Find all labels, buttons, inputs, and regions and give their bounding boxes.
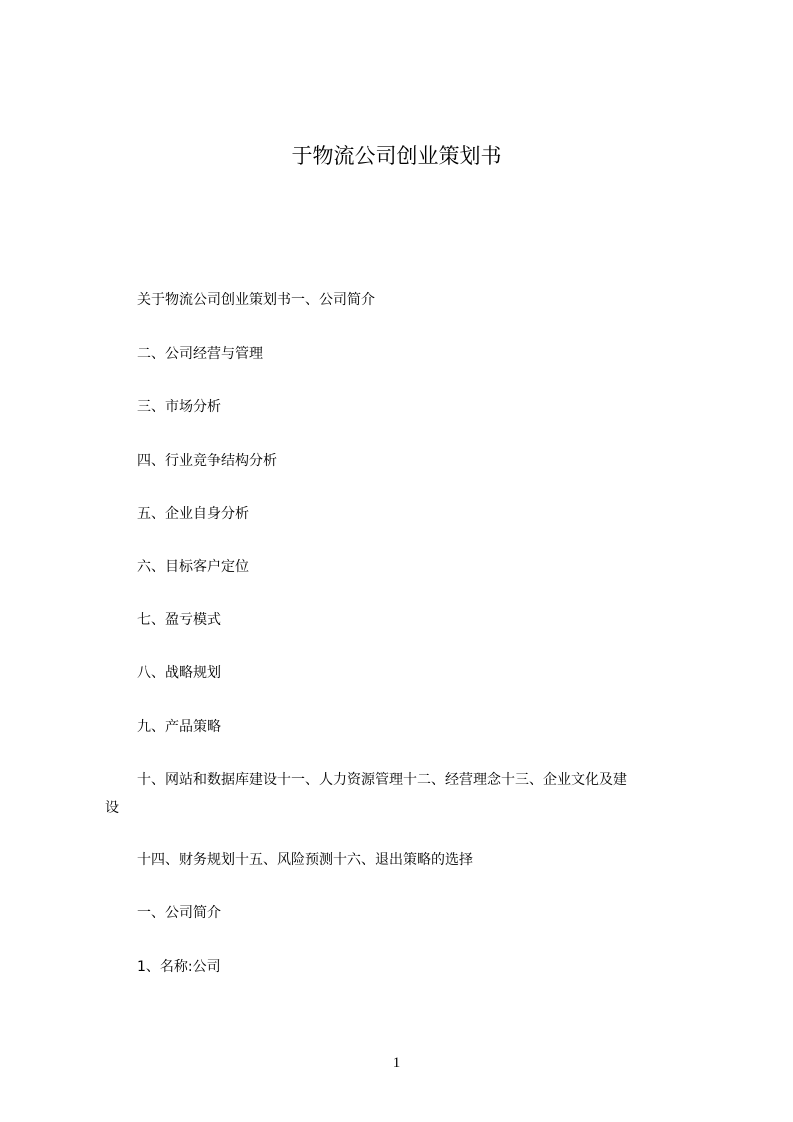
toc-long-line-part2: 设 [105, 800, 119, 816]
toc-line: 八、战略规划 [137, 665, 221, 681]
toc-line: 三、市场分析 [137, 399, 221, 415]
page-number: 1 [392, 1055, 401, 1071]
toc-line: 二、公司经营与管理 [137, 346, 263, 362]
toc-line: 九、产品策略 [137, 719, 221, 735]
toc-line: 五、企业自身分析 [137, 506, 249, 522]
document-title: 于物流公司创业策划书 [291, 144, 502, 168]
toc-line: 十四、财务规划十五、风险预测十六、退出策略的选择 [137, 852, 473, 868]
body-line: 1、名称:公司 [137, 959, 221, 975]
toc-line: 七、盈亏模式 [137, 612, 221, 628]
toc-line: 四、行业竞争结构分析 [137, 453, 277, 469]
toc-long-line-part1: 十、网站和数据库建设十一、人力资源管理十二、经营理念十三、企业文化及建 [137, 772, 627, 788]
toc-line: 关于物流公司创业策划书一、公司简介 [137, 292, 375, 308]
toc-line: 六、目标客户定位 [137, 559, 249, 575]
section-heading: 一、公司简介 [137, 905, 221, 921]
